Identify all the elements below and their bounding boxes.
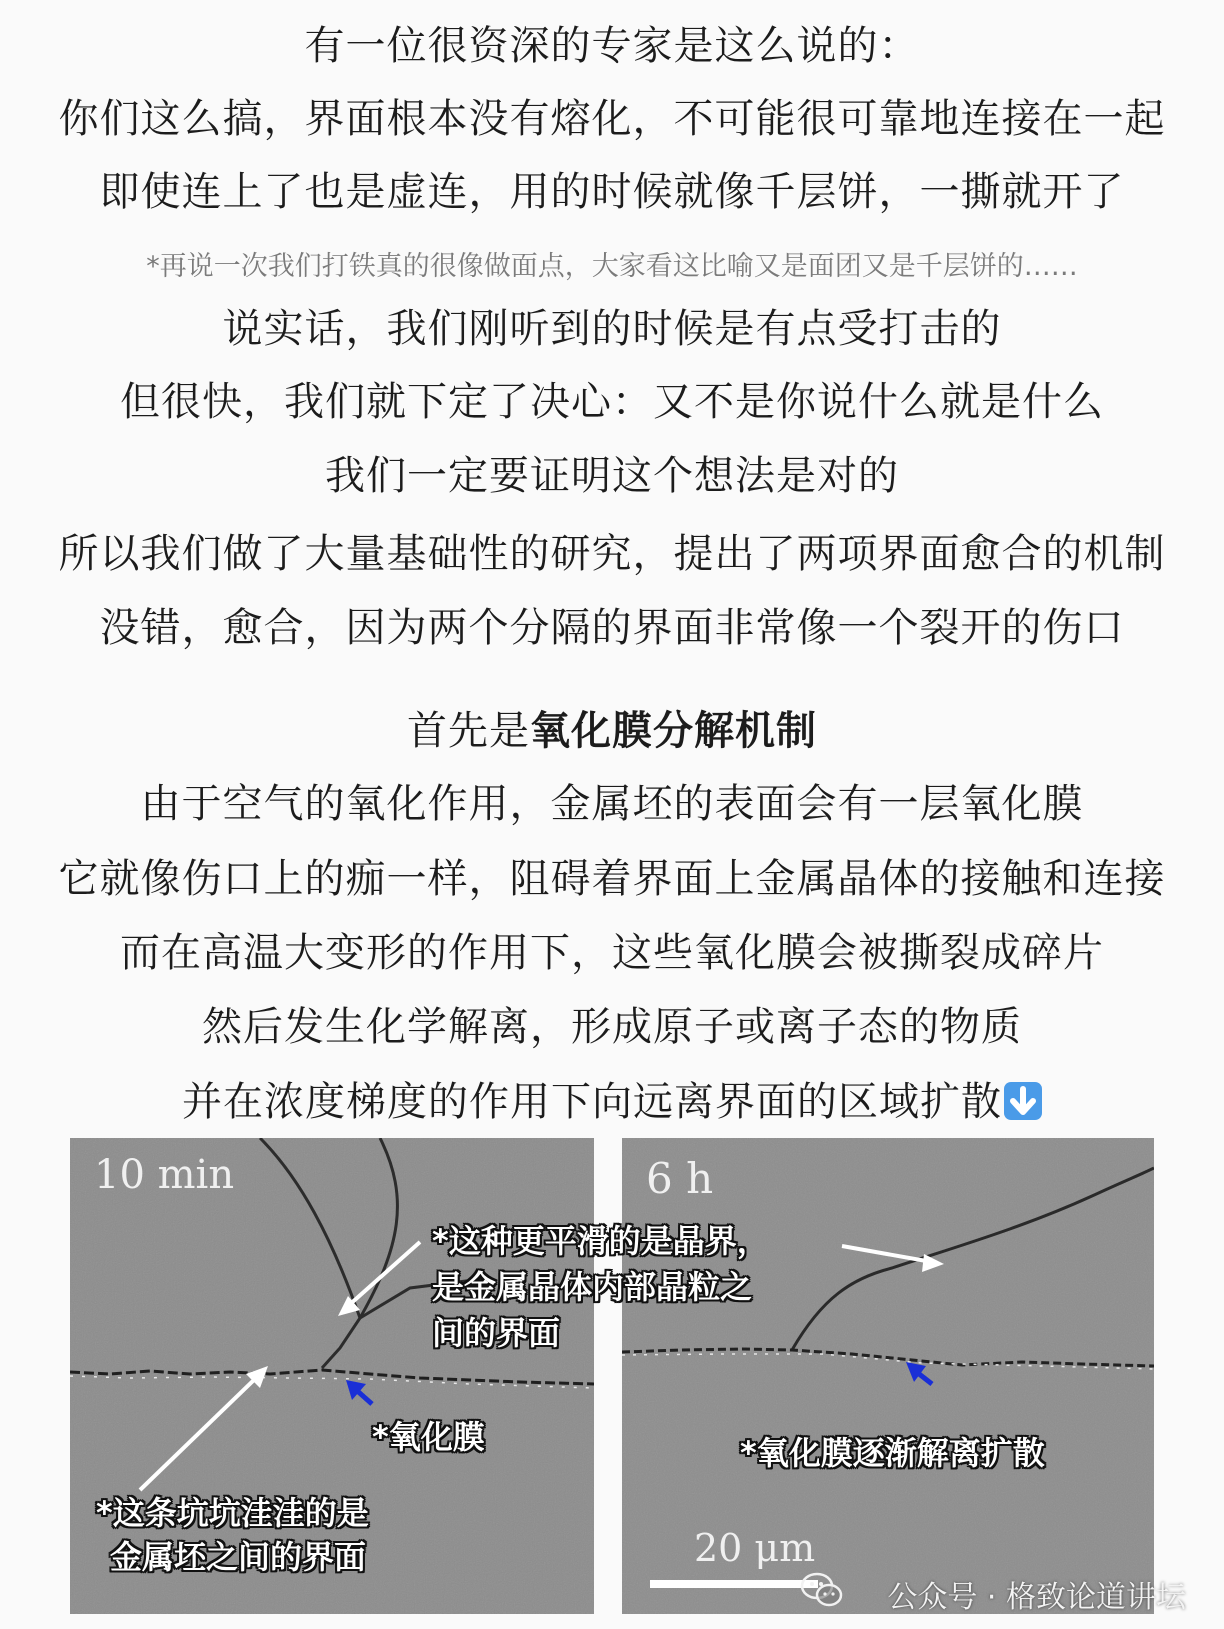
section-line-1: 由于空气的氧化作用，金属坯的表面会有一层氧化膜 [140, 781, 1084, 827]
annotation-interface-line-2: 金属坯之间的界面 [110, 1538, 367, 1576]
down-arrow-icon [1004, 1082, 1042, 1120]
annotation-grain-line-1: *这种更平滑的是晶界， [432, 1222, 769, 1260]
section-line-4: 然后发生化学解离，形成原子或离子态的物质 [202, 1004, 1022, 1050]
section-line-2: 它就像伤口上的痂一样，阻碍着界面上金属晶体的接触和连接 [58, 856, 1166, 902]
annotation-interface-line-1: *这条坑坑洼洼的是 [96, 1494, 369, 1532]
watermark-text: 公众号 · 格致论道讲坛 [887, 1580, 1186, 1615]
intro-line-6: 我们一定要证明这个想法是对的 [325, 453, 899, 499]
section-line-5 [0, 1078, 1224, 1126]
intro-line-7: 所以我们做了大量基础性的研究，提出了两项界面愈合的机制 [58, 531, 1166, 577]
intro-line-3: 即使连上了也是虚连，用的时候就像千层饼，一撕就开了 [99, 169, 1125, 215]
section-heading [0, 707, 1224, 755]
micrograph-right [622, 1138, 1154, 1614]
intro-line-2: 你们这么搞，界面根本没有熔化，不可能很可靠地连接在一起 [58, 96, 1166, 142]
micrograph-left [70, 1138, 594, 1614]
intro-line-4: 说实话，我们刚听到的时候是有点受打击的 [222, 306, 1002, 352]
intro-note: *再说一次我们打铁真的很像做面点，大家看这比喻又是面团又是千层饼的…… [146, 251, 1078, 282]
annotation-oxide: *氧化膜 [372, 1418, 485, 1456]
intro-line-8: 没错，愈合，因为两个分隔的界面非常像一个裂开的伤口 [99, 605, 1125, 651]
annotation-grain-line-3: 间的界面 [432, 1314, 561, 1352]
section-line-5-text: 并在浓度梯度的作用下向远离界面的区域扩散 [182, 1079, 1002, 1125]
section-line-3: 而在高温大变形的作用下，这些氧化膜会被撕裂成碎片 [120, 930, 1104, 976]
left-time-label: 10 min [94, 1152, 235, 1198]
intro-line-5: 但很快，我们就下定了决心：又不是你说什么就是什么 [120, 379, 1104, 425]
intro-line-1: 有一位很资深的专家是这么说的： [304, 23, 920, 69]
scale-bar-label: 20 μm [694, 1526, 816, 1570]
right-time-label: 6 h [646, 1154, 714, 1203]
annotation-grain-line-2: 是金属晶体内部晶粒之 [432, 1268, 753, 1306]
section-heading-bold: 氧化膜分解机制 [530, 708, 817, 754]
section-heading-prefix: 首先是 [407, 708, 530, 754]
wechat-icon [800, 1570, 844, 1614]
annotation-dissolve: *氧化膜逐渐解离扩散 [740, 1434, 1045, 1472]
